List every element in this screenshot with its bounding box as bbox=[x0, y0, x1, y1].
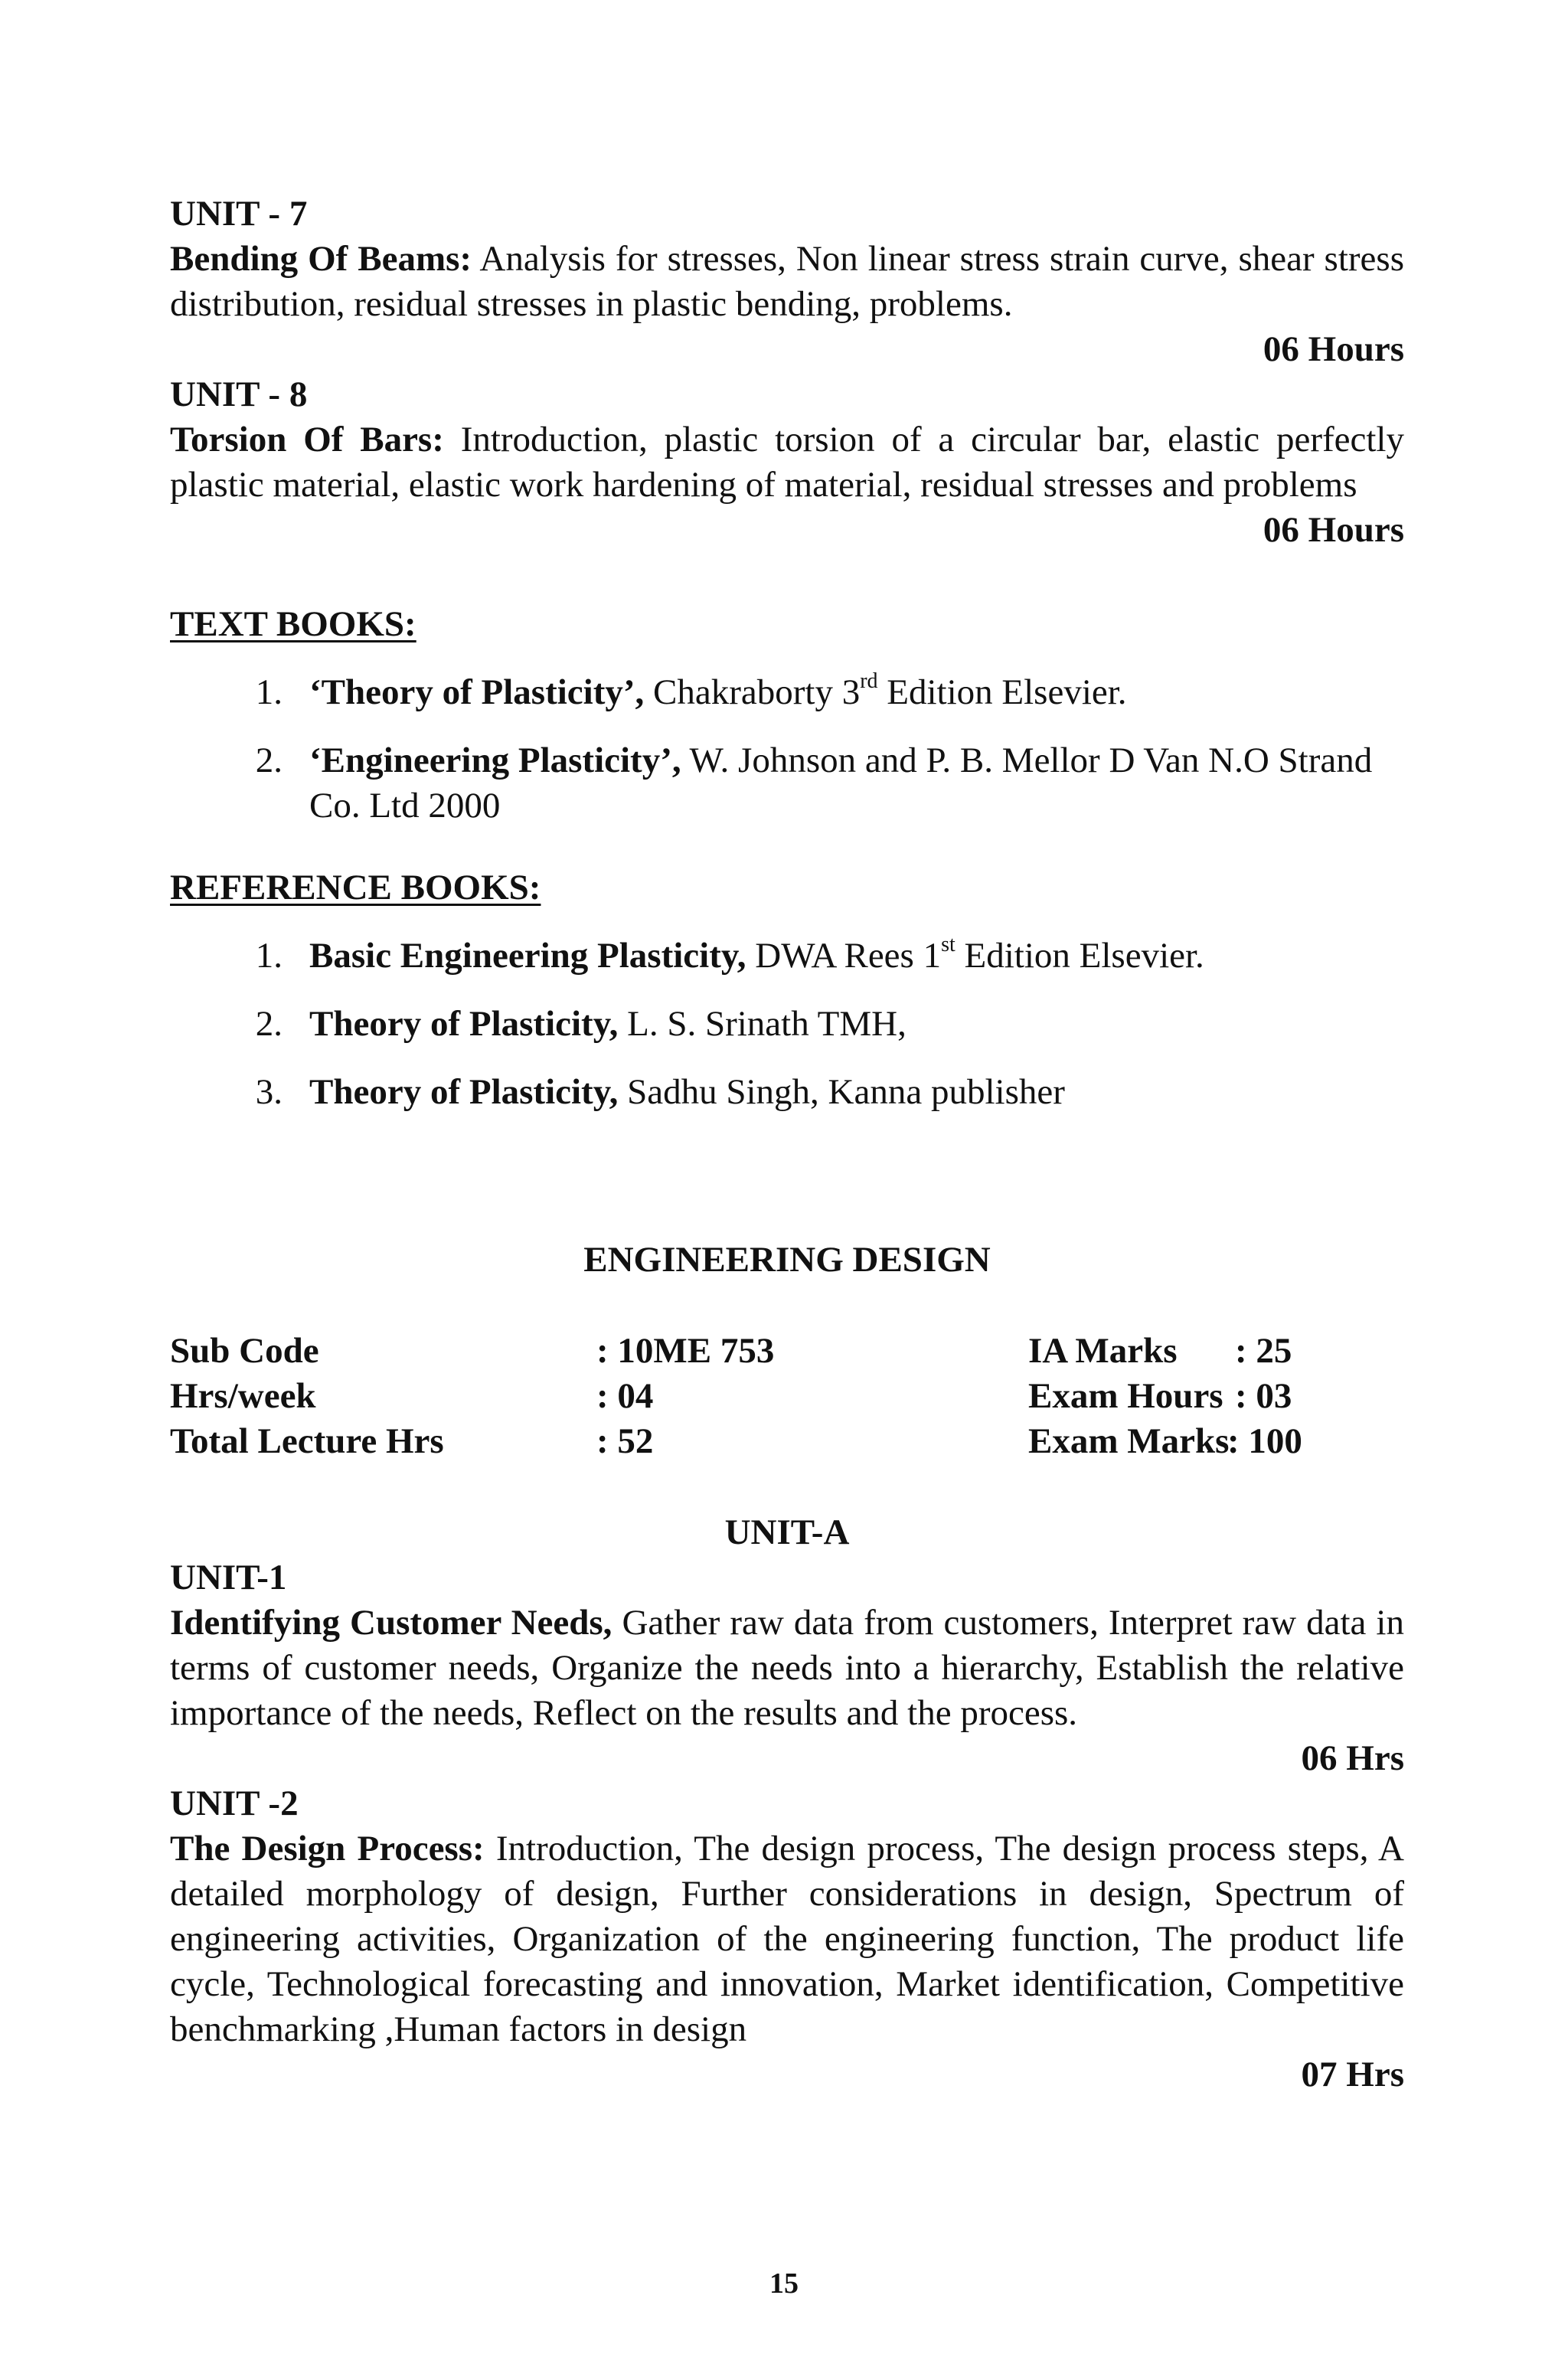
unit1-text: Gather raw data from customers, Interpret raw data in terms of customer needs, Organize the needs into a hierarchy, Establish the relative importance of the needs, Reflect on the results and the process. bbox=[170, 1603, 1404, 1733]
unit7-heading: UNIT - 7 bbox=[170, 194, 308, 234]
unit7-description bbox=[170, 237, 1404, 327]
text-book-edition: Edition Elsevier. bbox=[877, 672, 1127, 712]
course-info-table bbox=[170, 1329, 1404, 1464]
reference-book-title: Theory of Plasticity, bbox=[309, 1072, 619, 1112]
reference-book-entry bbox=[309, 1070, 1404, 1115]
hrs-week-label: Hrs/week bbox=[170, 1376, 316, 1416]
text-book-entry bbox=[309, 738, 1404, 829]
reference-book-item bbox=[170, 1002, 1404, 1047]
unit1-description bbox=[170, 1600, 1404, 1736]
ia-marks-label: IA Marks bbox=[1028, 1331, 1178, 1371]
unit2-text: Introduction, The design process, The design process steps, A detailed morphology of design, Further considerations in design, Spectrum of engineering activities, Organization of the engineering function, The product life cycle, Technological forecasting and innovation, Market identification, Competitive benchmarking ,Human factors in design bbox=[170, 1829, 1404, 2049]
unit7-hours: 06 Hours bbox=[1263, 329, 1404, 369]
unit1-title: Identifying Customer Needs, bbox=[170, 1603, 612, 1643]
reference-book-entry bbox=[309, 1002, 1404, 1047]
document-page bbox=[170, 191, 1404, 2097]
text-book-number: 2. bbox=[255, 741, 283, 780]
unit-a-heading: UNIT-A bbox=[724, 1512, 850, 1552]
unit2-description bbox=[170, 1826, 1404, 2052]
reference-books-list bbox=[170, 933, 1404, 1115]
sub-code-label: Sub Code bbox=[170, 1331, 319, 1371]
exam-hours-label: Exam Hours bbox=[1028, 1376, 1223, 1416]
text-books-list bbox=[170, 670, 1404, 829]
unit2-title: The Design Process: bbox=[170, 1829, 485, 1868]
reference-book-number: 2. bbox=[255, 1004, 283, 1044]
text-book-title: ‘Theory of Plasticity’, bbox=[309, 672, 645, 712]
text-book-title: ‘Engineering Plasticity’, bbox=[309, 741, 681, 780]
reference-book-item bbox=[170, 1070, 1404, 1115]
exam-marks-label: Exam Marks bbox=[1028, 1421, 1230, 1461]
course-title: ENGINEERING DESIGN bbox=[583, 1240, 991, 1280]
exam-hours-value: : 03 bbox=[1235, 1376, 1292, 1416]
exam-marks-cell bbox=[1028, 1419, 1404, 1464]
reference-book-number: 3. bbox=[255, 1072, 283, 1112]
ia-marks-cell bbox=[1028, 1329, 1404, 1374]
text-book-entry bbox=[309, 670, 1404, 715]
text-book-details: W. Johnson and P. B. Mellor D Van N.O Strand Co. Ltd 2000 bbox=[309, 741, 1373, 826]
reference-book-entry bbox=[309, 933, 1404, 979]
total-lecture-value: : 52 bbox=[596, 1421, 654, 1461]
page-number: 15 bbox=[769, 2267, 799, 2300]
text-book-number: 1. bbox=[255, 672, 283, 712]
exam-marks-value: : 100 bbox=[1227, 1421, 1302, 1461]
reference-book-number: 1. bbox=[255, 936, 283, 976]
unit1-hours: 06 Hrs bbox=[1301, 1738, 1404, 1778]
reference-book-item bbox=[170, 933, 1404, 979]
unit2-heading: UNIT -2 bbox=[170, 1783, 299, 1823]
unit2-hours: 07 Hrs bbox=[1301, 2055, 1404, 2094]
exam-hours-cell bbox=[1028, 1374, 1404, 1419]
unit8-hours: 06 Hours bbox=[1263, 510, 1404, 550]
ordinal-suffix: rd bbox=[860, 669, 878, 694]
reference-book-title: Basic Engineering Plasticity, bbox=[309, 936, 746, 976]
unit8-text: Introduction, plastic torsion of a circular bar, elastic perfectly plastic material, elastic work hardening of material, residual stresses and problems bbox=[170, 420, 1404, 505]
ia-marks-value: : 25 bbox=[1235, 1331, 1292, 1371]
unit1-heading: UNIT-1 bbox=[170, 1558, 287, 1597]
reference-books-heading: REFERENCE BOOKS: bbox=[170, 868, 541, 907]
sub-code-value: : 10ME 753 bbox=[596, 1331, 775, 1371]
reference-book-title: Theory of Plasticity, bbox=[309, 1004, 619, 1044]
unit7-title: Bending Of Beams: bbox=[170, 239, 472, 279]
reference-book-details: L. S. Srinath TMH, bbox=[618, 1004, 906, 1044]
unit8-title: Torsion Of Bars: bbox=[170, 420, 444, 459]
unit8-heading: UNIT - 8 bbox=[170, 374, 308, 414]
unit7-text: Analysis for stresses, Non linear stress strain curve, shear stress distribution, residual stresses in plastic bending, problems. bbox=[170, 239, 1405, 324]
total-lecture-label: Total Lecture Hrs bbox=[170, 1421, 444, 1461]
reference-book-edition: Edition Elsevier. bbox=[955, 936, 1204, 976]
reference-book-details: DWA Rees 1 bbox=[746, 936, 942, 976]
unit8-description bbox=[170, 417, 1404, 508]
text-books-heading: TEXT BOOKS: bbox=[170, 604, 416, 644]
ordinal-suffix: st bbox=[941, 933, 956, 957]
text-book-item bbox=[170, 738, 1404, 829]
text-book-details: Chakraborty 3 bbox=[644, 672, 861, 712]
text-book-item bbox=[170, 670, 1404, 715]
hrs-week-value: : 04 bbox=[596, 1376, 654, 1416]
reference-book-details: Sadhu Singh, Kanna publisher bbox=[618, 1072, 1065, 1112]
